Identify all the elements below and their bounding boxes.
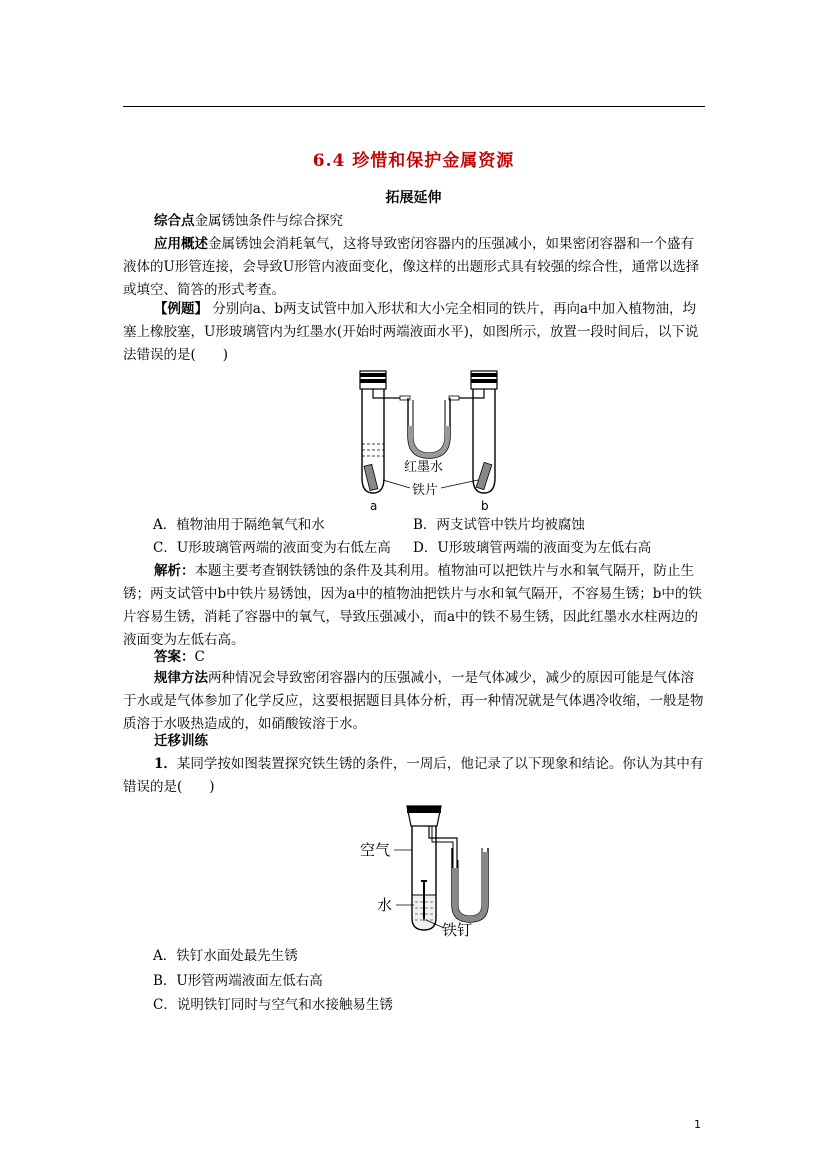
overview-paragraph [123, 233, 705, 302]
analysis-text: 本题主要考查钢铁锈蚀的条件及其利用。植物油可以把铁片与水和氧气隔开，防止生锈；两支试管中b中铁片易锈蚀，因为a中的植物油把铁片与水和氧气隔开，不容易生锈；b中的铁片容易生锈，消耗了容器中的氧气，导致压强减小，而a中的铁不易生锈，因此红墨水水柱两边的液面变为左低右高。 [123, 563, 702, 648]
label-b: b [481, 499, 489, 513]
label-red-ink: 红墨水 [404, 460, 444, 475]
method-text: 两种情况会导致密闭容器内的压强减小，一是气体减少，减少的原因可能是气体溶于水或是气体参加了化学反应，这要根据题目具体分析，再一种情况就是气体遇冷收缩，一般是物质溶于水吸热造成的，如硝酸铵溶于水。 [123, 670, 704, 732]
transfer-option-b: B．U形管两端液面左低右高 [153, 973, 323, 989]
label-air: 空气 [360, 841, 391, 859]
label-iron-nail: 铁钉 [442, 921, 473, 939]
example-option-b: B．两支试管中铁片均被腐蚀 [413, 517, 585, 533]
analysis-label: 解析： [154, 563, 195, 579]
method-paragraph [123, 667, 705, 736]
iron-nail [423, 882, 425, 922]
example-question [123, 298, 705, 367]
section-subtitle: 拓展延伸 [385, 190, 442, 206]
transfer-heading: 迁移训练 [154, 733, 208, 749]
iron-piece-b [476, 462, 492, 489]
method-label: 规律方法 [154, 670, 208, 686]
question-text: 某同学按如图装置探究铁生锈的条件，一周后，他记录了以下现象和结论。你认为其中有错误的是( ) [123, 756, 704, 795]
example-option-d: D．U形玻璃管两端的液面变为左低右高 [413, 540, 652, 556]
label-a: a [370, 499, 378, 513]
answer-label: 答案： [154, 649, 195, 665]
iron-piece-a [364, 464, 378, 490]
transfer-option-a: A．铁钉水面处最先生锈 [153, 948, 298, 964]
analysis-paragraph [123, 560, 705, 652]
transfer-question-1 [123, 753, 705, 799]
overview-text: 金属锈蚀会消耗氧气，这将导致密闭容器内的压强减小，如果密闭容器和一个盛有液体的U形管连接，会导致U形管内液面变化，像这样的出题形式具有较强的综合性，通常以选择或填空、简答的形式考查。 [123, 236, 700, 298]
answer-line [123, 646, 705, 669]
header-rule [123, 106, 705, 107]
label-water: 水 [377, 896, 393, 914]
transfer-option-c: C．说明铁钉同时与空气和水接触易生锈 [153, 997, 393, 1013]
figure-two-test-tubes [350, 368, 510, 516]
topic-label: 综合点 [154, 213, 195, 229]
figure-nail-apparatus [352, 800, 522, 945]
answer-value: C [194, 649, 205, 665]
topic-text: 金属锈蚀条件与综合探究 [194, 213, 343, 229]
page-title: 6.4 珍惜和保护金属资源 [312, 151, 515, 171]
question-number: 1． [154, 756, 177, 772]
page-number: 1 [694, 1118, 701, 1131]
topic-line [123, 210, 705, 233]
example-question-text: 分别向a、b两支试管中加入形状和大小完全相同的铁片，再向a中加入植物油，均塞上橡胶塞，U形玻璃管内为红墨水(开始时两端液面水平)，如图所示，放置一段时间后，以下说法错误的是( ) [123, 301, 699, 363]
example-option-a: A．植物油用于隔绝氧气和水 [153, 517, 325, 533]
overview-label: 应用概述 [154, 236, 208, 252]
label-iron-piece: 铁片 [412, 483, 439, 498]
example-option-c: C．U形玻璃管两端的液面变为右低左高 [153, 540, 391, 556]
example-label: 【例题】 [154, 301, 208, 317]
